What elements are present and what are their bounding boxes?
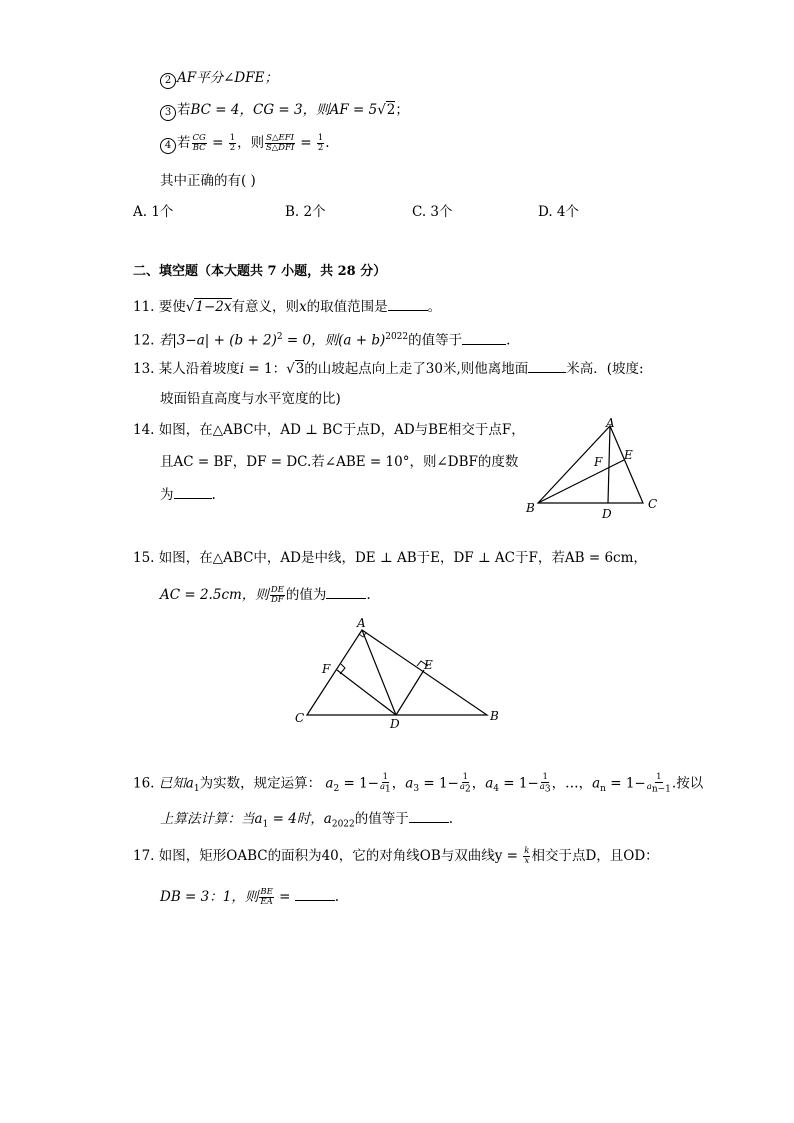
answer-blank [409,808,449,823]
question-14-line3: 为 . [160,484,216,505]
circled-4: 4 [160,138,176,154]
answer-blank [295,886,335,901]
label-a: A [357,616,366,630]
q14-triangle-figure [520,414,670,522]
question-15-line2: AC = 2.5cm，则 $\frac{DE}{DF}$ 的值为 . [160,585,371,605]
q15-triangle-figure [290,612,510,734]
section-title: 二、填空题（本大题共 7 小题，共 28 分） [133,264,387,279]
question-16-line2: 上算法计算：当$a_1 = 4$时，$a_{2022}$的值等于 . [160,808,453,835]
segment-BE [538,460,624,503]
question-12: 12. 若$|3-a| + (b + 2)^2 = 0$，则$(a + b)^{2022}$的值等于 . [133,327,510,351]
answer-blank [174,484,212,499]
label-e: E [624,448,633,462]
q10-item-2: 2 AF平分∠DFE； [160,68,278,89]
choice-a: A. 1个 [133,204,174,220]
answer-blank [388,296,428,311]
segment-DE [396,670,424,715]
choice-c: C. 3个 [412,204,453,220]
q10-prompt: 其中正确的有( ) [160,173,256,189]
question-14-line2: 且AC = BF，DF = DC.若∠ABE = 10°，则∠DBF的度数 [160,454,519,470]
q10-item-4: 4 若 $\frac{CG}{BC}$ = $\frac{1}{2}$ ，则 $\frac{\text{S△EFI}}{\text{S△DFI}}$ = $\frac{1}{2}$ . [160,133,330,154]
question-13-line2: 坡面铅直高度与水平宽度的比) [160,391,341,407]
label-a: A [606,416,615,430]
question-16: 16. 已知$a_1$为实数，规定运算： $a_2 = 1-$ $\frac{1}{a_1}$ ，$a_3 = 1-$ $\frac{1}{a_2}$ ，$a_4 = 1-$ $\frac{1}{a_3}$ ，…，$a_n = 1-$ $\frac{1}{a_{n-1}}$ .按以 [133,772,704,795]
question-17: 17. 如图，矩形OABC的面积为40，它的对角线OB与双曲线y = $\frac{k}{x}$ 相交于点D，且OD： [133,846,659,866]
label-f: F [322,662,331,676]
right-angle-f [340,664,345,674]
circled-2: 2 [160,73,176,89]
choice-d: D. 4个 [538,204,580,220]
answer-blank [326,584,366,599]
label-d: D [602,507,612,521]
question-14: 14. 如图，在△ABC中，AD ⊥ BC于点D，AD与BE相交于点F， [133,422,525,438]
question-11: 11. 要使√1−2x有意义，则x的取值范围是 。 [133,296,441,317]
label-f: F [594,455,603,469]
label-c: C [648,497,658,511]
answer-blank [528,358,566,373]
question-15: 15. 如图，在△ABC中，AD是中线，DE ⊥ AB于E，DF ⊥ AC于F，若AB = 6cm， [133,550,647,566]
label-b: B [526,501,535,515]
circled-3: 3 [160,105,176,121]
altitude-AD [608,426,610,503]
label-b: B [490,709,499,723]
answer-blank [462,330,506,345]
question-17-line2: DB = 3：1，则 $\frac{BE}{EA}$ = . [160,887,339,907]
q10-item-3: 3 若BC = 4，CG = 3，则AF = 5√2； [160,100,409,121]
question-13: 13. 某人沿着坡度i = 1：√3的山坡起点向上走了30米,则他离地面 米高．(坡度: [133,358,644,379]
choice-b: B. 2个 [285,204,326,220]
label-d: D [390,717,400,731]
label-c: C [295,711,305,725]
label-e: E [424,658,433,672]
